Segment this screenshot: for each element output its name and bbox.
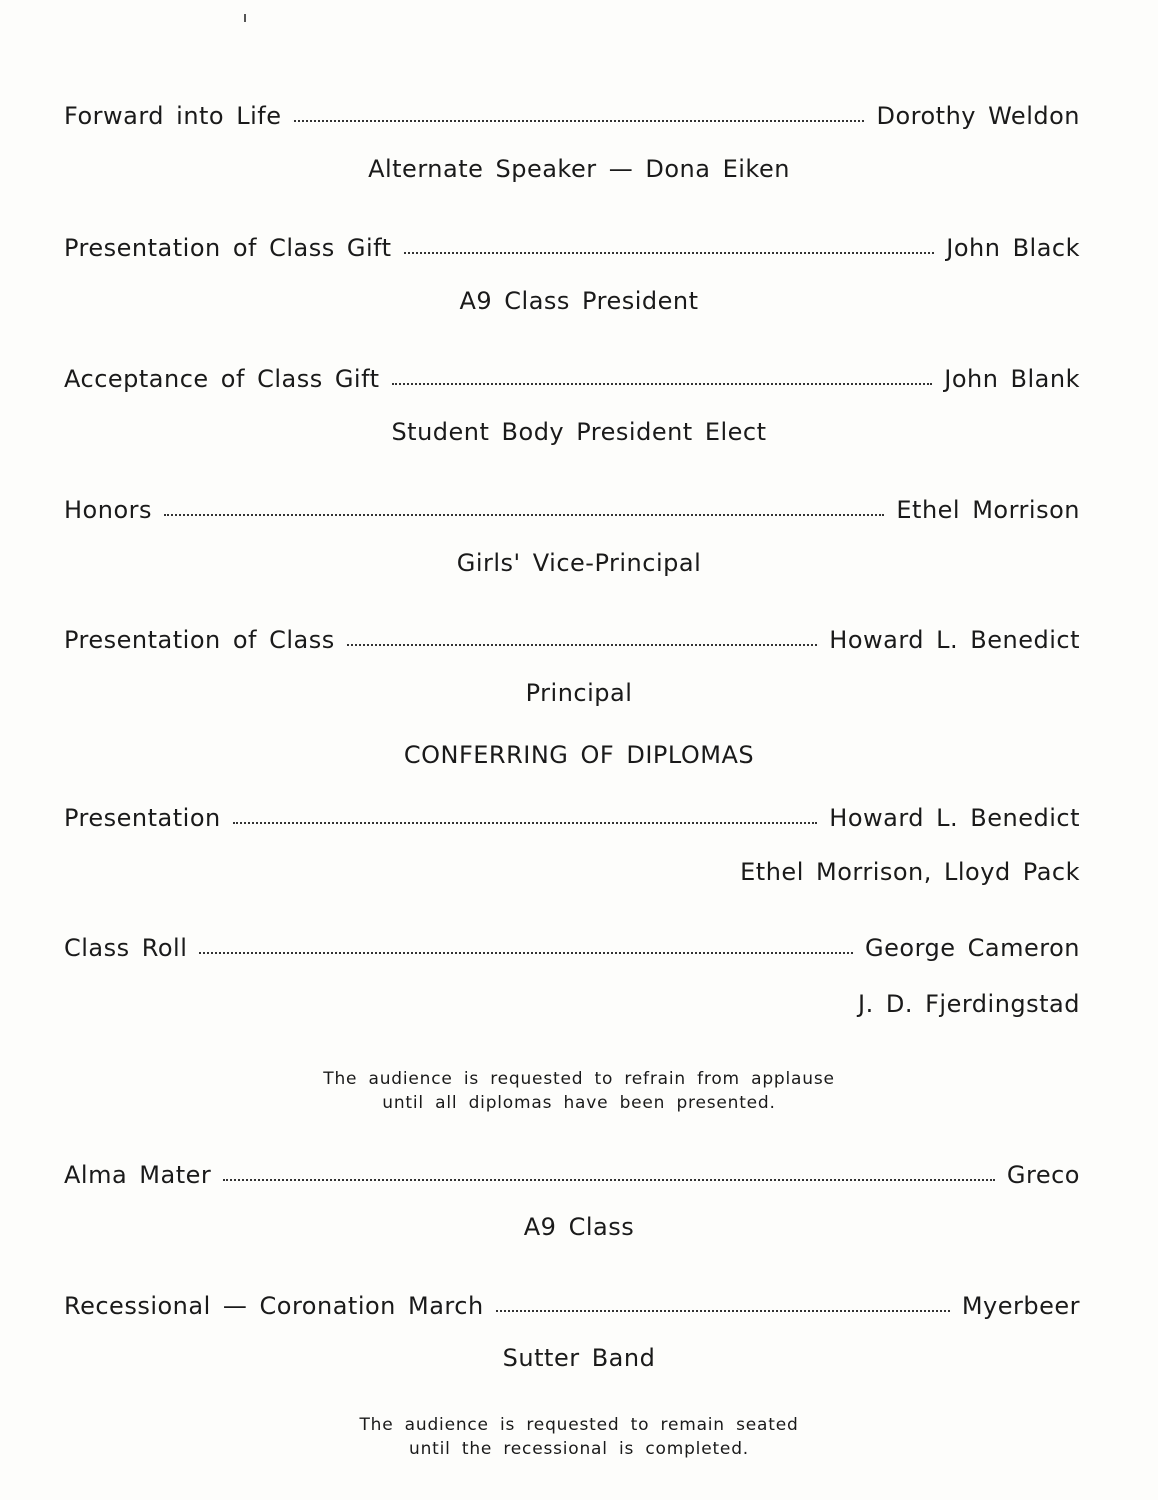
entry-title: Class Roll: [64, 934, 188, 962]
dot-leader: [347, 644, 818, 646]
program-entry-alma-mater: [64, 1161, 1080, 1189]
dot-leader: [223, 1179, 995, 1181]
entry-performer: George Cameron: [865, 934, 1080, 962]
stray-mark: [244, 14, 246, 22]
entry-performer: Greco: [1006, 1161, 1080, 1189]
entry-performer: Myerbeer: [961, 1292, 1080, 1320]
section-heading: CONFERRING OF DIPLOMAS: [403, 741, 755, 769]
entry-title: Presentation of Class Gift: [64, 234, 392, 262]
dot-leader: [392, 383, 933, 385]
entry-extra-names: J. D. Fjerdingstad: [858, 990, 1080, 1018]
entry-subline: Principal: [525, 679, 633, 707]
entry-title: Acceptance of Class Gift: [64, 365, 380, 393]
entry-subline: Student Body President Elect: [391, 418, 767, 446]
entry-title: Recessional — Coronation March: [64, 1292, 484, 1320]
note-line: The audience is requested to refrain from applause: [323, 1069, 835, 1089]
entry-performer: Dorothy Weldon: [876, 102, 1080, 130]
seated-note: [0, 1413, 1158, 1461]
dot-leader: [233, 822, 818, 824]
note-line: until the recessional is completed.: [409, 1439, 749, 1459]
program-entry-class-roll: [64, 934, 1080, 962]
dot-leader: [404, 252, 935, 254]
program-entry-diploma-presentation: [64, 804, 1080, 832]
entry-performer: Howard L. Benedict: [829, 804, 1080, 832]
entry-title: Alma Mater: [64, 1161, 212, 1189]
entry-performer: John Black: [946, 234, 1080, 262]
dot-leader: [294, 120, 865, 122]
dot-leader: [164, 514, 884, 516]
program-entry-acceptance-gift: [64, 365, 1080, 393]
entry-performer: Howard L. Benedict: [829, 626, 1080, 654]
entry-title: Forward into Life: [64, 102, 282, 130]
entry-title: Presentation: [64, 804, 221, 832]
entry-subline: A9 Class: [523, 1213, 635, 1241]
dot-leader: [199, 952, 853, 954]
program-entry-presentation-of-class: [64, 626, 1080, 654]
entry-title: Honors: [64, 496, 152, 524]
entry-performer: John Blank: [944, 365, 1080, 393]
program-entry-forward-into-life: [64, 102, 1080, 130]
program-entry-recessional: [64, 1292, 1080, 1320]
note-line: until all diplomas have been presented.: [382, 1093, 776, 1113]
entry-performer: Ethel Morrison: [896, 496, 1080, 524]
note-line: The audience is requested to remain seated: [359, 1415, 799, 1435]
entry-subline: A9 Class President: [459, 287, 699, 315]
entry-subline: Alternate Speaker — Dona Eiken: [368, 155, 790, 183]
program-entry-honors: [64, 496, 1080, 524]
applause-note: [0, 1067, 1158, 1115]
entry-subline: Girls' Vice-Principal: [456, 549, 702, 577]
entry-subline: Sutter Band: [502, 1344, 656, 1372]
entry-extra-names: Ethel Morrison, Lloyd Pack: [740, 858, 1080, 886]
entry-title: Presentation of Class: [64, 626, 335, 654]
program-entry-class-gift: [64, 234, 1080, 262]
dot-leader: [496, 1310, 950, 1312]
